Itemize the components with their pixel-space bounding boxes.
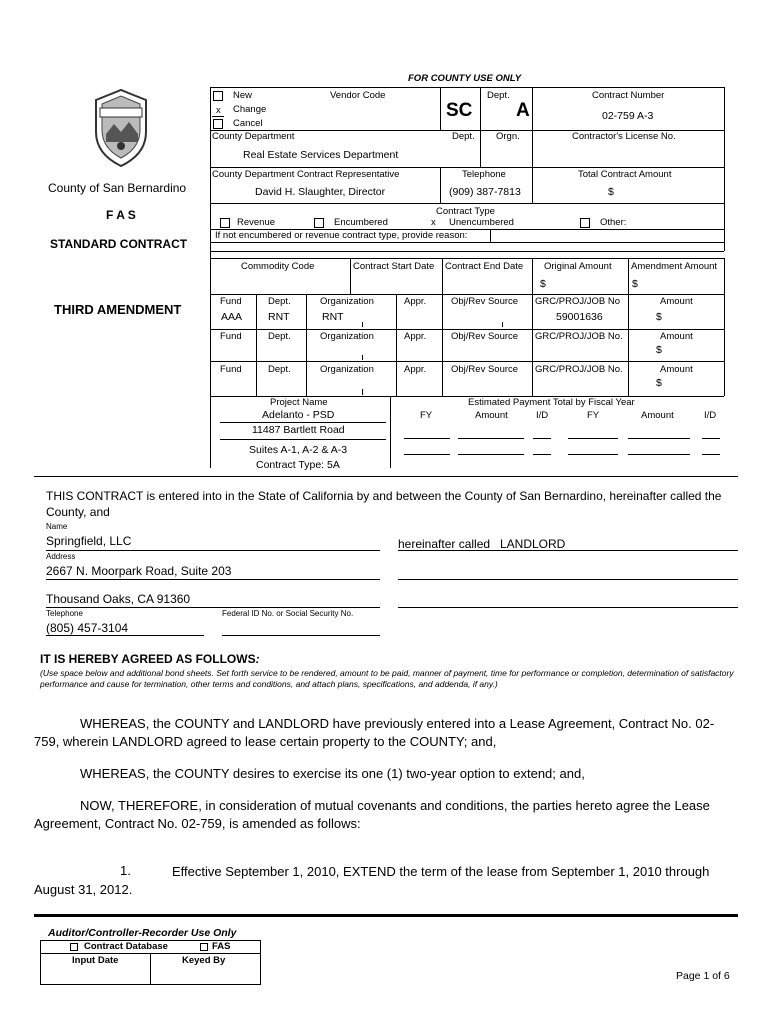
dept-value: RNT [268, 311, 290, 323]
item-number: 1. [120, 863, 131, 878]
hereinafter-value: LANDLORD [500, 537, 566, 551]
contract-intro: THIS CONTRACT is entered into in the State of California by and between the County of San Bernardino, hereinafter called the County, and [46, 489, 722, 519]
other-checkbox[interactable] [580, 218, 590, 228]
fund-label: Fund [220, 296, 242, 307]
reason-label: If not encumbered or revenue contract type, provide reason: [215, 230, 468, 241]
obj-rev-label: Obj/Rev Source [451, 296, 519, 307]
new-label: New [233, 90, 253, 101]
auditor-title: Auditor/Controller-Recorder Use Only [48, 927, 237, 939]
original-amount-value: $ [540, 278, 546, 290]
standard-contract-heading: STANDARD CONTRACT [50, 237, 188, 251]
unencumbered-mark: x [431, 217, 436, 228]
change-label: Change [233, 104, 267, 115]
organization-label: Organization [320, 296, 374, 307]
telephone-value: (805) 457-3104 [46, 621, 129, 635]
grc-label: GRC/PROJ/JOB No. [535, 331, 623, 342]
county-department-value: Real Estate Services Department [243, 149, 399, 161]
dept2-label: Dept. [452, 131, 475, 142]
page-number: Page 1 of 6 [676, 970, 730, 982]
orgn-label: Orgn. [496, 131, 520, 142]
fas-label: FAS [212, 941, 231, 952]
amount-label: Amount [475, 410, 508, 421]
contract-type-label: Contract Type [436, 206, 495, 217]
dept-label: Dept. [487, 90, 510, 101]
amount-value: $ [656, 344, 662, 356]
original-amount-label: Original Amount [544, 261, 612, 272]
id-label: I/D [536, 410, 549, 421]
name-label: Name [46, 522, 68, 531]
amount-label: Amount [660, 364, 693, 375]
amendment-amount-label: Amendment Amount [631, 261, 718, 272]
grc-label: GRC/PROJ/JOB No. [535, 364, 623, 375]
telephone-label: Telephone [462, 169, 506, 180]
telephone-label: Telephone [46, 609, 83, 618]
grc-label: GRC/PROJ/JOB No [535, 296, 620, 307]
amount-value: $ [656, 377, 662, 389]
fy-label: FY [420, 410, 433, 421]
project-line-3: Suites A-1, A-2 & A-3 [249, 444, 348, 456]
now-therefore-paragraph: NOW, THEREFORE, in consideration of mutual covenants and conditions, the parties hereto agree the Lease Agreement, Contract No. 02-759, is amended as follows: [34, 798, 710, 831]
vendor-code-label: Vendor Code [330, 90, 386, 101]
revenue-label: Revenue [237, 217, 276, 228]
encumbered-label: Encumbered [334, 217, 388, 228]
fund-value: AAA [221, 311, 243, 323]
dept-label: Dept. [268, 296, 291, 307]
agreement-heading: IT IS HEREBY AGREED AS FOLLOWS: [40, 652, 260, 666]
dept-value: A [516, 100, 530, 121]
obj-rev-label: Obj/Rev Source [451, 364, 519, 375]
project-line-1: Adelanto - PSD [262, 409, 335, 421]
address-line-2: Thousand Oaks, CA 91360 [46, 592, 191, 606]
contract-database-checkbox[interactable] [70, 943, 78, 951]
new-checkbox[interactable] [213, 91, 223, 101]
organization-label: Organization [320, 331, 374, 342]
obj-rev-label: Obj/Rev Source [451, 331, 519, 342]
organization-label: Organization [320, 364, 374, 375]
amount-value: $ [656, 311, 662, 323]
change-mark: x [216, 105, 221, 116]
item-text: Effective September 1, 2010, EXTEND the term of the lease from September 1, 2010 through August 31, 2012. [34, 864, 710, 897]
fy-label: FY [587, 410, 600, 421]
amendment-amount-value: $ [632, 278, 638, 290]
encumbered-checkbox[interactable] [314, 218, 324, 228]
fund-label: Fund [220, 331, 242, 342]
project-line-2: 11487 Bartlett Road [252, 424, 345, 436]
cancel-checkbox[interactable] [213, 119, 223, 129]
dept-label: Dept. [268, 364, 291, 375]
appr-label: Appr. [404, 331, 427, 342]
appr-label: Appr. [404, 296, 427, 307]
whereas-paragraph-1: WHEREAS, the COUNTY and LANDLORD have previously entered into a Lease Agreement, Contract No. 02-759, wherein LANDLORD agreed to lease certain property to the COUNTY; and, [34, 716, 715, 749]
telephone-value: (909) 387-7813 [449, 186, 521, 198]
hereinafter-prefix: hereinafter called [398, 537, 491, 551]
cancel-label: Cancel [233, 118, 263, 129]
for-county-use-heading: FOR COUNTY USE ONLY [408, 73, 522, 84]
start-date-label: Contract Start Date [353, 261, 435, 272]
organization-value: RNT [322, 311, 344, 323]
name-value: Springfield, LLC [46, 534, 132, 548]
total-amount-label: Total Contract Amount [578, 169, 672, 180]
license-label: Contractor's License No. [572, 131, 676, 142]
amount-label: Amount [641, 410, 674, 421]
other-label: Other: [600, 217, 627, 228]
project-name-label: Project Name [270, 397, 328, 408]
amount-label: Amount [660, 331, 693, 342]
county-name: County of San Bernardino [48, 181, 187, 195]
amount-label: Amount [660, 296, 693, 307]
whereas-paragraph-2: WHEREAS, the COUNTY desires to exercise its one (1) two-year option to extend; and, [80, 766, 585, 781]
address-line-1: 2667 N. Moorpark Road, Suite 203 [46, 564, 232, 578]
county-department-label: County Department [212, 131, 295, 142]
amendment-heading: THIRD AMENDMENT [54, 302, 182, 317]
rep-value: David H. Slaughter, Director [255, 186, 386, 198]
keyed-by-label: Keyed By [182, 955, 226, 966]
fas-checkbox[interactable] [200, 943, 208, 951]
revenue-checkbox[interactable] [220, 218, 230, 228]
unencumbered-label: Unencumbered [449, 217, 514, 228]
county-seal-icon [88, 86, 154, 168]
contract-number-value: 02-759 A-3 [602, 110, 654, 122]
est-payment-label: Estimated Payment Total by Fiscal Year [468, 397, 635, 408]
id-label: I/D [704, 410, 717, 421]
grc-value: 59001636 [556, 311, 603, 323]
fas-heading: F A S [106, 208, 136, 222]
vendor-code-value: SC [446, 100, 473, 121]
end-date-label: Contract End Date [445, 261, 524, 272]
commodity-code-label: Commodity Code [241, 261, 315, 272]
project-line-4: Contract Type: 5A [256, 459, 340, 471]
total-amount-value: $ [608, 186, 614, 198]
federal-id-label: Federal ID No. or Social Security No. [222, 609, 354, 618]
contract-number-label: Contract Number [592, 90, 665, 101]
input-date-label: Input Date [72, 955, 119, 966]
fund-label: Fund [220, 364, 242, 375]
appr-label: Appr. [404, 364, 427, 375]
contract-database-label: Contract Database [84, 941, 168, 952]
address-label: Address [46, 552, 76, 561]
dept-label: Dept. [268, 331, 291, 342]
agreement-instructions: (Use space below and additional bond sheets. Set forth service to be rendered, amount to be paid, manner of payment, time for performance or completion, determination of satisfactory performance and cause for termination, other terms and conditions, and attach plans, specifications, and addenda, if any.) [40, 668, 734, 689]
rep-label: County Department Contract Representative [212, 169, 400, 180]
